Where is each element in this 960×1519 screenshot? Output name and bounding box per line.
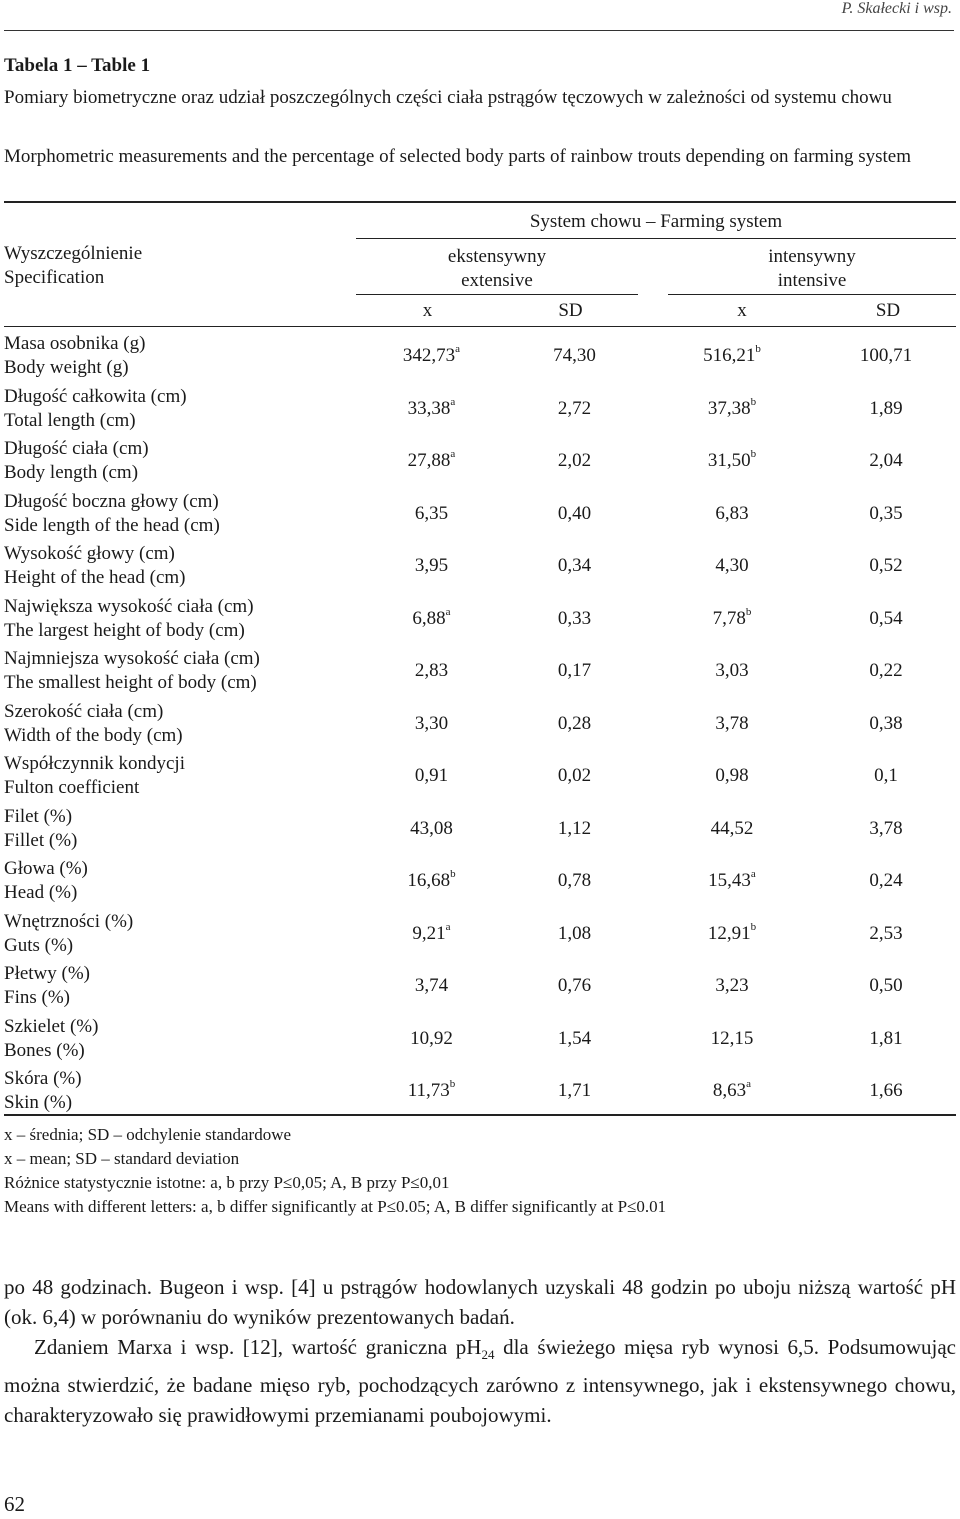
- row-label-en: Guts (%): [4, 934, 74, 956]
- cell-value: 74,30: [553, 345, 596, 367]
- cell-value: 11,73: [407, 1080, 450, 1102]
- cell-int-mean: [646, 540, 818, 593]
- row-label-en: Side length of the head (cm): [4, 514, 220, 536]
- cell-int-sd: [818, 803, 954, 856]
- cell-ext-sd: [503, 435, 646, 488]
- cell-ext-sd: [503, 488, 646, 541]
- row-label-pl: Długość całkowita (cm): [4, 385, 187, 407]
- col-header-int-mean: x: [737, 300, 747, 321]
- table-row: [4, 908, 954, 961]
- specification-header: [4, 242, 142, 290]
- row-label: [4, 855, 360, 908]
- row-label: [4, 1065, 360, 1118]
- cell-value: 37,38: [707, 397, 751, 419]
- row-label-en: Fillet (%): [4, 829, 78, 851]
- cell-ext-sd: [503, 750, 646, 803]
- cell-ext-sd: [503, 593, 646, 646]
- cell-value: 6,83: [715, 502, 749, 524]
- row-label: [4, 803, 360, 856]
- table-caption-english: Morphometric measurements and the percentage of selected body parts of rainbow trouts depending on farming system: [4, 146, 911, 167]
- table-row: [4, 750, 954, 803]
- specification-header-pl: Wyszczególnienie: [4, 243, 143, 264]
- cell-ext-sd: [503, 1013, 646, 1066]
- cell-value: 3,78: [715, 712, 749, 734]
- row-label: [4, 383, 360, 436]
- cell-ext-sd: [503, 540, 646, 593]
- cell-value: 100,71: [859, 345, 913, 367]
- cell-ext-mean: [360, 593, 503, 646]
- significance-letter: b: [750, 448, 757, 461]
- cell-value: 0,24: [869, 870, 903, 892]
- cell-ext-mean: [360, 1065, 503, 1118]
- cell-value: 12,91: [707, 922, 751, 944]
- cell-value: 3,03: [715, 660, 749, 682]
- extensive-header-pl: ekstensywny: [447, 246, 547, 267]
- cell-ext-mean: [360, 908, 503, 961]
- cell-value: 33,38: [407, 397, 451, 419]
- cell-value: 2,53: [869, 922, 903, 944]
- cell-ext-sd: [503, 803, 646, 856]
- table-row: [4, 330, 954, 383]
- cell-int-sd: [818, 960, 954, 1013]
- cell-ext-sd: [503, 645, 646, 698]
- cell-int-mean: [646, 383, 818, 436]
- significance-letter: a: [746, 1078, 752, 1091]
- cell-value: 15,43: [708, 870, 751, 892]
- row-label: [4, 645, 360, 698]
- cell-value: 1,08: [557, 922, 592, 944]
- cell-value: 9,21: [412, 922, 446, 944]
- cell-int-sd: [818, 593, 954, 646]
- measurements-table-body: [4, 330, 954, 1118]
- cell-value: 27,88: [407, 450, 451, 472]
- cell-int-mean: [646, 960, 818, 1013]
- significance-letter: a: [445, 920, 451, 933]
- significance-letter: b: [755, 343, 761, 356]
- cell-value: 1,54: [557, 1027, 592, 1049]
- table-row: [4, 1065, 954, 1118]
- cell-value: 0,76: [557, 975, 592, 997]
- cell-value: 12,15: [710, 1027, 754, 1049]
- cell-value: 3,95: [414, 555, 449, 577]
- cell-value: 0,28: [557, 712, 592, 734]
- running-head: P. Skałecki i wsp.: [841, 0, 952, 17]
- cell-ext-mean: [360, 435, 503, 488]
- row-label: [4, 488, 360, 541]
- cell-int-sd: [818, 698, 954, 751]
- row-label-pl: Długość ciała (cm): [4, 438, 149, 460]
- cell-value: 1,66: [869, 1080, 903, 1102]
- cell-int-mean: [646, 908, 818, 961]
- table-row: [4, 960, 954, 1013]
- significance-letter: a: [450, 395, 456, 408]
- significance-letter: b: [750, 920, 757, 933]
- col-header-ext-mean: x: [422, 300, 433, 321]
- cell-ext-mean: [360, 1013, 503, 1066]
- cell-ext-sd: [503, 1065, 646, 1118]
- row-label-en: Body weight (g): [4, 357, 129, 379]
- cell-value: 31,50: [707, 450, 751, 472]
- significance-letter: a: [445, 605, 451, 618]
- cell-int-sd: [818, 540, 954, 593]
- cell-value: 2,72: [557, 397, 592, 419]
- cell-ext-mean: [360, 855, 503, 908]
- cell-ext-sd: [503, 960, 646, 1013]
- row-label: [4, 698, 360, 751]
- table-caption-title: Tabela 1 – Table 1: [4, 55, 151, 76]
- cell-value: 0,98: [715, 765, 749, 787]
- cell-ext-sd: [503, 855, 646, 908]
- row-label-pl: Współczynnik kondycji: [4, 753, 185, 775]
- cell-value: 1,12: [557, 817, 592, 839]
- note-line: Różnice statystycznie istotne: a, b przy P≤0,05; A, B przy P≤0,01: [4, 1173, 450, 1192]
- cell-int-sd: [818, 383, 954, 436]
- cell-value: 0,40: [557, 502, 592, 524]
- cell-int-sd: [818, 435, 954, 488]
- table-notes: [4, 1123, 666, 1219]
- cell-ext-mean: [360, 803, 503, 856]
- cell-int-sd: [818, 488, 954, 541]
- cell-value: 0,22: [869, 660, 903, 682]
- row-label-pl: Wnętrzności (%): [4, 910, 134, 932]
- row-label-en: Width of the body (cm): [4, 724, 183, 746]
- page-number: 62: [4, 1492, 25, 1516]
- cell-int-mean: [646, 855, 818, 908]
- table-row: [4, 593, 954, 646]
- measurements-table: [4, 330, 954, 1118]
- note-line: Means with different letters: a, b differ significantly at P≤0.05; A, B differ significantly at P≤0.01: [4, 1197, 667, 1216]
- cell-value: 6,35: [414, 502, 449, 524]
- col-header-int-sd: SD: [875, 300, 901, 321]
- cell-value: 0,1: [874, 765, 898, 787]
- row-label: [4, 750, 360, 803]
- cell-ext-sd: [503, 698, 646, 751]
- cell-ext-mean: [360, 750, 503, 803]
- cell-ext-mean: [360, 540, 503, 593]
- intensive-header-pl: intensywny: [768, 246, 856, 267]
- cell-ext-mean: [360, 488, 503, 541]
- cell-int-mean: [646, 1013, 818, 1066]
- row-label-pl: Największa wysokość ciała (cm): [4, 595, 254, 617]
- extensive-header-rule: [356, 294, 638, 295]
- row-label-pl: Płetwy (%): [4, 963, 91, 985]
- header-bottom-rule: [4, 326, 956, 327]
- cell-value: 3,23: [715, 975, 749, 997]
- row-label: [4, 960, 360, 1013]
- specification-header-en: Specification: [4, 267, 105, 288]
- cell-int-mean: [646, 1065, 818, 1118]
- significance-letter: b: [745, 605, 752, 618]
- row-label-pl: Skóra (%): [4, 1068, 82, 1090]
- table-row: [4, 698, 954, 751]
- row-label-pl: Wysokość głowy (cm): [4, 543, 175, 565]
- table-row: [4, 803, 954, 856]
- table-row: [4, 383, 954, 436]
- row-label: [4, 435, 360, 488]
- cell-int-sd: [818, 330, 954, 383]
- row-label: [4, 908, 360, 961]
- row-label-en: Bones (%): [4, 1039, 85, 1061]
- cell-int-sd: [818, 1065, 954, 1118]
- significance-letter: a: [455, 343, 461, 356]
- cell-value: 7,78: [712, 607, 746, 629]
- significance-letter: a: [450, 448, 456, 461]
- cell-value: 4,30: [715, 555, 749, 577]
- body-text-span: Zdaniem Marxa i wsp. [12], wartość graniczna pH: [34, 1335, 482, 1359]
- cell-ext-mean: [360, 698, 503, 751]
- body-paragraph: po 48 godzinach. Bugeon i wsp. [4] u pstrągów hodowlanych uzyskali 48 godzin po uboju niższą wartość pH (ok. 6,4) w porównaniu do wyników prezentowanych badań.: [4, 1275, 956, 1329]
- cell-value: 0,35: [869, 502, 903, 524]
- cell-value: 0,38: [869, 712, 903, 734]
- row-label: [4, 540, 360, 593]
- cell-value: 1,89: [869, 397, 903, 419]
- row-label-en: Fins (%): [4, 987, 70, 1009]
- table-row: [4, 855, 954, 908]
- row-label-pl: Najmniejsza wysokość ciała (cm): [4, 648, 260, 670]
- row-label-en: Height of the head (cm): [4, 567, 186, 589]
- significance-letter: a: [750, 868, 756, 881]
- table-row: [4, 540, 954, 593]
- table-top-rule: [4, 201, 956, 203]
- cell-value: 8,63: [712, 1080, 747, 1102]
- cell-int-mean: [646, 645, 818, 698]
- row-label-en: The smallest height of body (cm): [4, 672, 257, 694]
- cell-int-sd: [818, 908, 954, 961]
- col-header-ext-sd: SD: [558, 300, 583, 321]
- cell-ext-mean: [360, 960, 503, 1013]
- row-label-pl: Masa osobnika (g): [4, 333, 146, 355]
- cell-value: 0,78: [557, 870, 592, 892]
- body-text: [4, 1272, 956, 1430]
- cell-int-sd: [818, 1013, 954, 1066]
- cell-value: 342,73: [402, 345, 456, 367]
- cell-value: 0,34: [557, 555, 592, 577]
- row-label-en: Fulton coefficient: [4, 777, 140, 799]
- note-line: x – mean; SD – standard deviation: [4, 1149, 240, 1168]
- cell-value: 2,83: [414, 660, 449, 682]
- cell-value: 0,02: [557, 765, 592, 787]
- cell-value: 0,52: [869, 555, 903, 577]
- body-paragraph: [4, 1332, 956, 1430]
- cell-ext-sd: [503, 330, 646, 383]
- cell-value: 16,68: [407, 870, 451, 892]
- cell-value: 3,74: [414, 975, 449, 997]
- cell-int-mean: [646, 488, 818, 541]
- row-label: [4, 593, 360, 646]
- cell-int-mean: [646, 803, 818, 856]
- note-line: x – średnia; SD – odchylenie standardowe: [4, 1125, 292, 1144]
- cell-value: 1,81: [869, 1027, 903, 1049]
- cell-value: 6,88: [412, 607, 446, 629]
- cell-value: 516,21: [703, 345, 756, 367]
- cell-ext-mean: [360, 383, 503, 436]
- row-label: [4, 1013, 360, 1066]
- cell-int-mean: [646, 435, 818, 488]
- intensive-header-rule: [668, 294, 956, 295]
- extensive-header: [356, 245, 638, 293]
- header-rule: [4, 30, 954, 31]
- row-label: [4, 330, 360, 383]
- significance-letter: b: [449, 1078, 456, 1091]
- significance-letter: b: [750, 395, 757, 408]
- cell-value: 0,54: [869, 607, 903, 629]
- cell-value: 0,33: [557, 607, 592, 629]
- cell-value: 2,04: [869, 450, 903, 472]
- row-label-en: Total length (cm): [4, 409, 136, 431]
- row-label-pl: Głowa (%): [4, 858, 88, 880]
- row-label-en: The largest height of body (cm): [4, 619, 245, 641]
- cell-ext-sd: [503, 383, 646, 436]
- significance-letter: b: [450, 868, 456, 881]
- row-label-pl: Długość boczna głowy (cm): [4, 490, 219, 512]
- cell-int-mean: [646, 593, 818, 646]
- intensive-header-en: intensive: [777, 270, 847, 291]
- cell-value: 0,50: [869, 975, 903, 997]
- table-bottom-rule: [4, 1114, 956, 1116]
- cell-int-mean: [646, 330, 818, 383]
- row-label-pl: Filet (%): [4, 805, 73, 827]
- cell-ext-mean: [360, 645, 503, 698]
- row-label-en: Skin (%): [4, 1092, 73, 1114]
- cell-value: 44,52: [710, 817, 754, 839]
- cell-int-mean: [646, 750, 818, 803]
- table-caption-polish: Pomiary biometryczne oraz udział poszczególnych części ciała pstrągów tęczowych w zależności od systemu chowu: [4, 87, 892, 108]
- row-label-en: Head (%): [4, 882, 78, 904]
- row-label-en: Body length (cm): [4, 462, 139, 484]
- cell-ext-sd: [503, 908, 646, 961]
- body-text-span: dla świeżego mięsa ryb wynosi 6,5. Podsumowując można stwierdzić, że badane mięso ryb, pochodzących zarówno z intensywnego, jak i ekstensywnego chowu, charakteryzowało się prawidłowymi przemianami poubojowymi.: [4, 1335, 956, 1428]
- group-header: System chowu – Farming system: [529, 211, 783, 232]
- cell-value: 3,30: [414, 712, 449, 734]
- extensive-header-en: extensive: [461, 270, 533, 291]
- cell-value: 2,02: [557, 450, 592, 472]
- cell-ext-mean: [360, 330, 503, 383]
- ph-subscript: 24: [481, 1347, 495, 1363]
- cell-int-sd: [818, 750, 954, 803]
- row-label-pl: Szerokość ciała (cm): [4, 700, 164, 722]
- cell-value: 3,78: [869, 817, 903, 839]
- cell-value: 0,91: [414, 765, 449, 787]
- cell-int-mean: [646, 698, 818, 751]
- cell-value: 1,71: [557, 1080, 592, 1102]
- table-row: [4, 645, 954, 698]
- group-header-rule: [356, 238, 956, 239]
- table-row: [4, 488, 954, 541]
- cell-int-sd: [818, 645, 954, 698]
- cell-value: 43,08: [410, 817, 453, 839]
- intensive-header: [668, 245, 956, 293]
- table-row: [4, 1013, 954, 1066]
- cell-int-sd: [818, 855, 954, 908]
- table-row: [4, 435, 954, 488]
- cell-value: 10,92: [410, 1027, 453, 1049]
- cell-value: 0,17: [557, 660, 592, 682]
- row-label-pl: Szkielet (%): [4, 1015, 99, 1037]
